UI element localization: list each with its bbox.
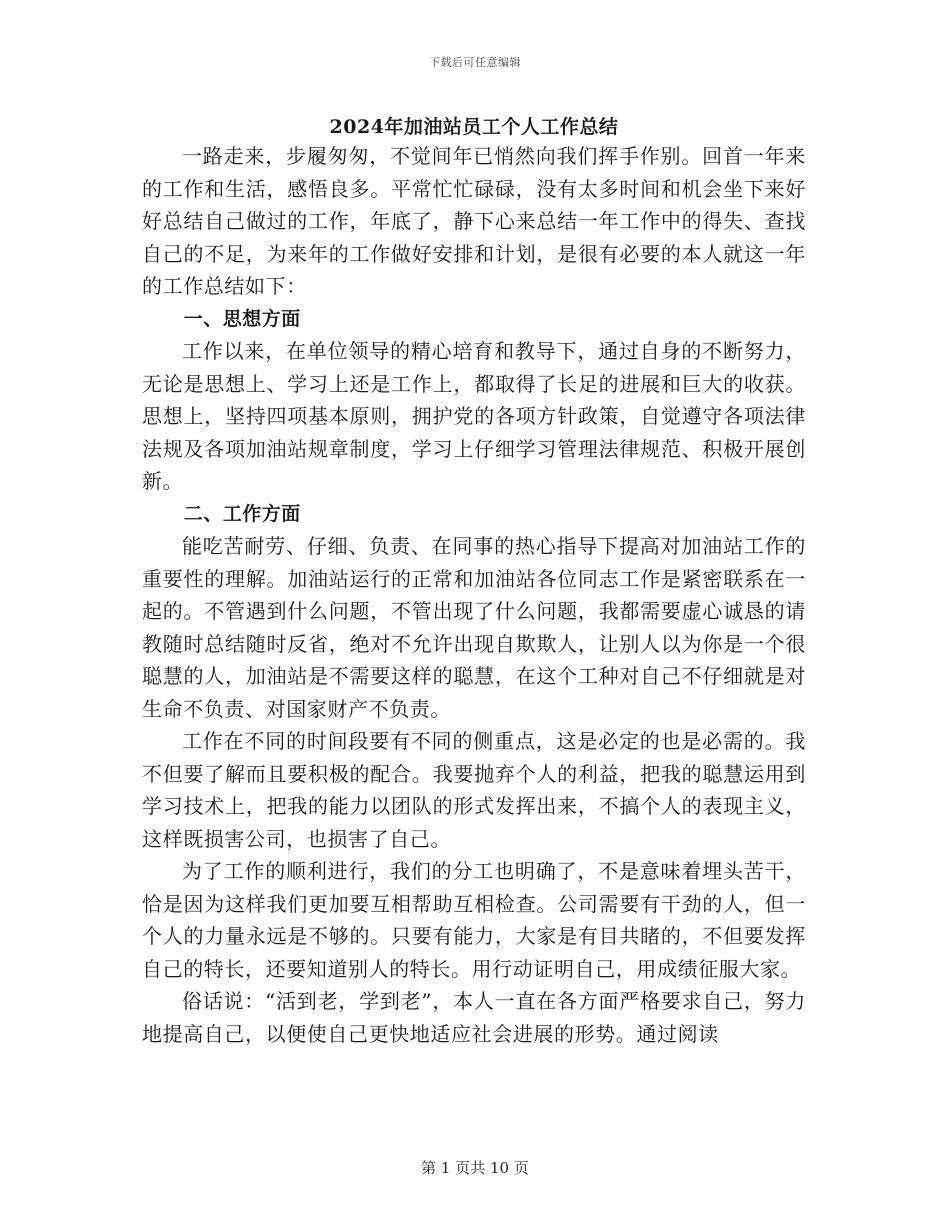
section-heading-thought: 一、思想方面 <box>183 307 301 330</box>
page-footer: 第 1 页共 10 页 <box>421 1159 529 1177</box>
work-paragraph-2: 工作在不同的时间段要有不同的侧重点，这是必定的也是必需的。我不但要了解而且要积极的配合。我要抛弃个人的利益，把我的聪慧运用到学习技术上，把我的能力以团队的形式发挥出来，不搞个人的表现主义，这样既损害公司，也损害了自己。 <box>142 729 806 851</box>
work-paragraph-1: 能吃苦耐劳、仔细、负责、在同事的热心指导下提高对加油站工作的重要性的理解。加油站运行的正常和加油站各位同志工作是紧密联系在一起的。不管遇到什么问题，不管出现了什么问题，我都需要虚心诚恳的请教随时总结随时反省，绝对不允许出现自欺欺人，让别人以为你是一个很聪慧的人，加油站是不需要这样的聪慧，在这个工种对自己不仔细就是对生命不负责、对国家财产不负责。 <box>142 534 806 721</box>
document-body <box>142 140 806 1050</box>
intro-paragraph: 一路走来，步履匆匆，不觉间年已悄然向我们挥手作别。回首一年来的工作和生活，感悟良多。平常忙忙碌碌，没有太多时间和机会坐下来好好总结自己做过的工作，年底了，静下心来总结一年工作中的得失、查找自己的不足，为来年的工作做好安排和计划，是很有必要的本人就这一年的工作总结如下： <box>142 144 806 298</box>
document-title: 2024年加油站员工个人工作总结 <box>329 116 619 138</box>
work-paragraph-3: 为了工作的顺利进行，我们的分工也明确了，不是意味着埋头苦干，恰是因为这样我们更加要互相帮助互相检查。公司需要有干劲的人，但一个人的力量永远是不够的。只要有能力，大家是有目共睹的，不但要发挥自己的特长，还要知道别人的特长。用行动证明自己，用成绩征服大家。 <box>142 859 806 981</box>
section-heading-work: 二、工作方面 <box>183 502 301 525</box>
work-paragraph-4: 俗话说：“活到老，学到老”，本人一直在各方面严格要求自己，努力地提高自己，以便使自己更快地适应社会进展的形势。通过阅读 <box>142 989 806 1046</box>
thought-paragraph: 工作以来，在单位领导的精心培育和教导下，通过自身的不断努力，无论是思想上、学习上还是工作上，都取得了长足的进展和巨大的收获。思想上，坚持四项基本原则，拥护党的各项方针政策，自觉遵守各项法律法规及各项加油站规章制度，学习上仔细学习管理法律规范、积极开展创新。 <box>142 339 806 493</box>
page-header: 下载后可任意编辑 <box>429 56 521 69</box>
